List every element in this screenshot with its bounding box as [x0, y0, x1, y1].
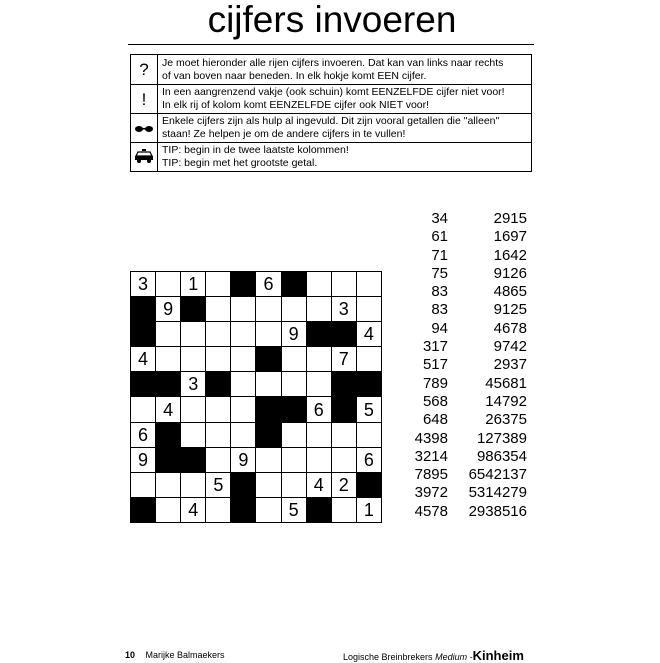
number-entry: 9742: [493, 338, 527, 356]
number-entry: 26375: [485, 411, 527, 429]
empty-cell[interactable]: [181, 397, 206, 422]
number-list-short: [390, 210, 448, 521]
number-entry: 127389: [476, 429, 527, 447]
number-entry: 71: [431, 246, 448, 264]
number-entry: 14792: [485, 392, 527, 410]
instruction-text: [158, 55, 532, 85]
title-divider: [128, 44, 534, 45]
empty-cell[interactable]: [306, 422, 331, 447]
given-digit-cell: 1: [356, 497, 381, 522]
blocked-cell: [231, 472, 256, 497]
empty-cell[interactable]: [356, 272, 381, 297]
given-digit-cell: 4: [356, 322, 381, 347]
given-digit-cell: 9: [231, 447, 256, 472]
number-entry: 1697: [493, 228, 527, 246]
number-entry: 9126: [493, 264, 527, 282]
instruction-line: Je moet hieronder alle rijen cijfers invoeren. Dat kan van links naar rechts: [162, 56, 504, 69]
instruction-text: [158, 143, 532, 172]
grid-row: [131, 372, 382, 397]
empty-cell[interactable]: [231, 422, 256, 447]
number-entry: 2938516: [468, 502, 527, 520]
empty-cell[interactable]: [231, 372, 256, 397]
empty-cell[interactable]: [206, 422, 231, 447]
given-digit-cell: 6: [256, 272, 281, 297]
taxi-icon-graphic: [134, 149, 154, 163]
empty-cell[interactable]: [356, 297, 381, 322]
grid-row: [131, 447, 382, 472]
publisher-logo: Kinheim: [472, 648, 524, 663]
empty-cell[interactable]: [306, 447, 331, 472]
number-entry: 517: [422, 356, 448, 374]
blocked-cell: [256, 397, 281, 422]
given-digit-cell: 5: [281, 497, 306, 522]
given-digit-cell: 9: [281, 322, 306, 347]
number-entry: 648: [422, 411, 448, 429]
empty-cell[interactable]: [206, 397, 231, 422]
blocked-cell: [231, 497, 256, 522]
empty-cell[interactable]: [131, 472, 156, 497]
instruction-line: In elk rij of kolom komt EENZELFDE cijfer ook NIET voor!: [162, 99, 430, 111]
instruction-line: TIP: begin in de twee laatste kolommen!: [162, 144, 349, 156]
blocked-cell: [331, 372, 356, 397]
number-entry: 7895: [414, 466, 448, 484]
number-entry: 94: [431, 319, 448, 337]
given-digit-cell: 4: [131, 347, 156, 372]
number-entry: 5314279: [468, 484, 527, 502]
number-entry: 2937: [493, 356, 527, 374]
instruction-line: TIP: begin met het grootste getal.: [162, 157, 318, 169]
empty-cell[interactable]: [231, 397, 256, 422]
empty-cell[interactable]: [256, 447, 281, 472]
given-digit-cell: 9: [156, 297, 181, 322]
instruction-text: [158, 114, 532, 143]
empty-cell[interactable]: [156, 272, 181, 297]
empty-cell[interactable]: [206, 497, 231, 522]
blocked-cell: [156, 372, 181, 397]
empty-cell[interactable]: [181, 472, 206, 497]
given-digit-cell: 4: [306, 472, 331, 497]
blocked-cell: [156, 422, 181, 447]
grid-row: [131, 422, 382, 447]
blocked-cell: [331, 322, 356, 347]
empty-cell[interactable]: [206, 447, 231, 472]
number-entry: 986354: [476, 447, 527, 465]
empty-cell[interactable]: [281, 347, 306, 372]
footer-left: [125, 650, 225, 661]
empty-cell[interactable]: [256, 497, 281, 522]
given-digit-cell: 9: [131, 447, 156, 472]
given-digit-cell: 5: [206, 472, 231, 497]
number-entry: 568: [422, 392, 448, 410]
empty-cell[interactable]: [306, 347, 331, 372]
empty-cell[interactable]: [331, 272, 356, 297]
given-digit-cell: 4: [156, 397, 181, 422]
instruction-row: [131, 85, 532, 114]
empty-cell[interactable]: [206, 297, 231, 322]
number-entry: 83: [431, 283, 448, 301]
number-entry: 789: [422, 374, 448, 392]
blocked-cell: [131, 322, 156, 347]
blocked-cell: [181, 297, 206, 322]
grid-row: [131, 297, 382, 322]
blocked-cell: [281, 397, 306, 422]
given-digit-cell: 7: [331, 347, 356, 372]
number-entry: 83: [431, 301, 448, 319]
empty-cell[interactable]: [281, 447, 306, 472]
empty-cell[interactable]: [206, 272, 231, 297]
taxi-icon: [131, 143, 158, 172]
empty-cell[interactable]: [231, 297, 256, 322]
number-entry: 4398: [414, 429, 448, 447]
empty-cell[interactable]: [356, 422, 381, 447]
number-entry: 45681: [485, 374, 527, 392]
instruction-line: Enkele cijfers zijn als hulp al ingevuld. Dit zijn vooral getallen die "alleen": [162, 115, 500, 127]
number-entry: 34: [431, 210, 448, 227]
empty-cell[interactable]: [281, 372, 306, 397]
grid-row: [131, 272, 382, 297]
blocked-cell: [131, 497, 156, 522]
empty-cell[interactable]: [181, 322, 206, 347]
empty-cell[interactable]: [206, 347, 231, 372]
number-entry: 3214: [414, 447, 448, 465]
empty-cell[interactable]: [181, 422, 206, 447]
empty-cell[interactable]: [331, 422, 356, 447]
empty-cell[interactable]: [306, 372, 331, 397]
empty-cell[interactable]: [331, 497, 356, 522]
blocked-cell: [356, 472, 381, 497]
footer-right: [343, 650, 524, 663]
grid-row: [131, 497, 382, 522]
empty-cell[interactable]: [306, 297, 331, 322]
given-digit-cell: 3: [131, 272, 156, 297]
instruction-line: In een aangrenzend vakje (ook schuin) komt EENZELFDE cijfer niet voor!: [162, 86, 505, 98]
given-digit-cell: 6: [131, 422, 156, 447]
author-name: Marijke Balmaekers: [145, 650, 225, 660]
given-digit-cell: 1: [181, 272, 206, 297]
grid-row: [131, 397, 382, 422]
number-entry: 6542137: [468, 466, 527, 484]
number-entry: 4865: [493, 283, 527, 301]
empty-cell[interactable]: [256, 472, 281, 497]
grid-row: [131, 322, 382, 347]
blocked-cell: [181, 447, 206, 472]
given-digit-cell: 3: [181, 372, 206, 397]
blocked-cell: [356, 372, 381, 397]
empty-cell[interactable]: [306, 272, 331, 297]
blocked-cell: [256, 347, 281, 372]
blocked-cell: [231, 272, 256, 297]
grid-row: [131, 472, 382, 497]
given-digit-cell: 6: [356, 447, 381, 472]
instruction-row: [131, 143, 532, 172]
blocked-cell: [281, 272, 306, 297]
empty-cell[interactable]: [356, 347, 381, 372]
blocked-cell: [131, 297, 156, 322]
instruction-row: [131, 55, 532, 85]
number-entry: 4578: [414, 502, 448, 520]
empty-cell[interactable]: [256, 297, 281, 322]
empty-cell[interactable]: [281, 422, 306, 447]
empty-cell[interactable]: [256, 322, 281, 347]
number-entry: 3972: [414, 484, 448, 502]
page-title: cijfers invoeren: [207, 0, 457, 40]
empty-cell[interactable]: [156, 497, 181, 522]
instruction-row: [131, 114, 532, 143]
number-entry: 4678: [493, 319, 527, 337]
number-entry: 2915: [493, 210, 527, 227]
number-entry: 1642: [493, 246, 527, 264]
empty-cell[interactable]: [331, 447, 356, 472]
grid-row: [131, 347, 382, 372]
empty-cell[interactable]: [156, 322, 181, 347]
empty-cell[interactable]: [256, 372, 281, 397]
empty-cell[interactable]: [281, 472, 306, 497]
page-number: 10: [125, 650, 136, 660]
number-list-long: [460, 210, 527, 521]
instruction-line: of van boven naar beneden. In elk hokje komt EEN cijfer.: [162, 69, 427, 82]
given-digit-cell: 2: [331, 472, 356, 497]
given-digit-cell: 5: [356, 397, 381, 422]
glasses-icon-graphic: [134, 124, 154, 134]
series-name: Logische Breinbrekers: [343, 652, 433, 662]
question-icon: ?: [131, 55, 158, 85]
number-entry: 9125: [493, 301, 527, 319]
number-entry: 317: [422, 338, 448, 356]
given-digit-cell: 3: [331, 297, 356, 322]
empty-cell[interactable]: [281, 297, 306, 322]
blocked-cell: [256, 422, 281, 447]
empty-cell[interactable]: [231, 347, 256, 372]
given-digit-cell: 6: [306, 397, 331, 422]
empty-cell[interactable]: [156, 472, 181, 497]
number-entry: 75: [431, 264, 448, 282]
footer-separator: -: [469, 652, 473, 662]
instruction-line: staan! Ze helpen je om de andere cijfers in te vullen!: [162, 128, 406, 140]
given-digit-cell: 4: [181, 497, 206, 522]
empty-cell[interactable]: [181, 347, 206, 372]
number-entry: 61: [431, 228, 448, 246]
difficulty-level: Medium: [435, 652, 468, 662]
empty-cell[interactable]: [156, 347, 181, 372]
instruction-text: [158, 85, 532, 114]
puzzle-grid: [130, 271, 382, 523]
empty-cell[interactable]: [231, 322, 256, 347]
empty-cell[interactable]: [131, 397, 156, 422]
blocked-cell: [131, 372, 156, 397]
blocked-cell: [206, 372, 231, 397]
empty-cell[interactable]: [206, 322, 231, 347]
blocked-cell: [331, 397, 356, 422]
blocked-cell: [306, 497, 331, 522]
exclamation-icon: !: [131, 85, 158, 114]
glasses-icon: [131, 114, 158, 143]
blocked-cell: [306, 322, 331, 347]
instructions-table: [130, 54, 532, 172]
blocked-cell: [156, 447, 181, 472]
